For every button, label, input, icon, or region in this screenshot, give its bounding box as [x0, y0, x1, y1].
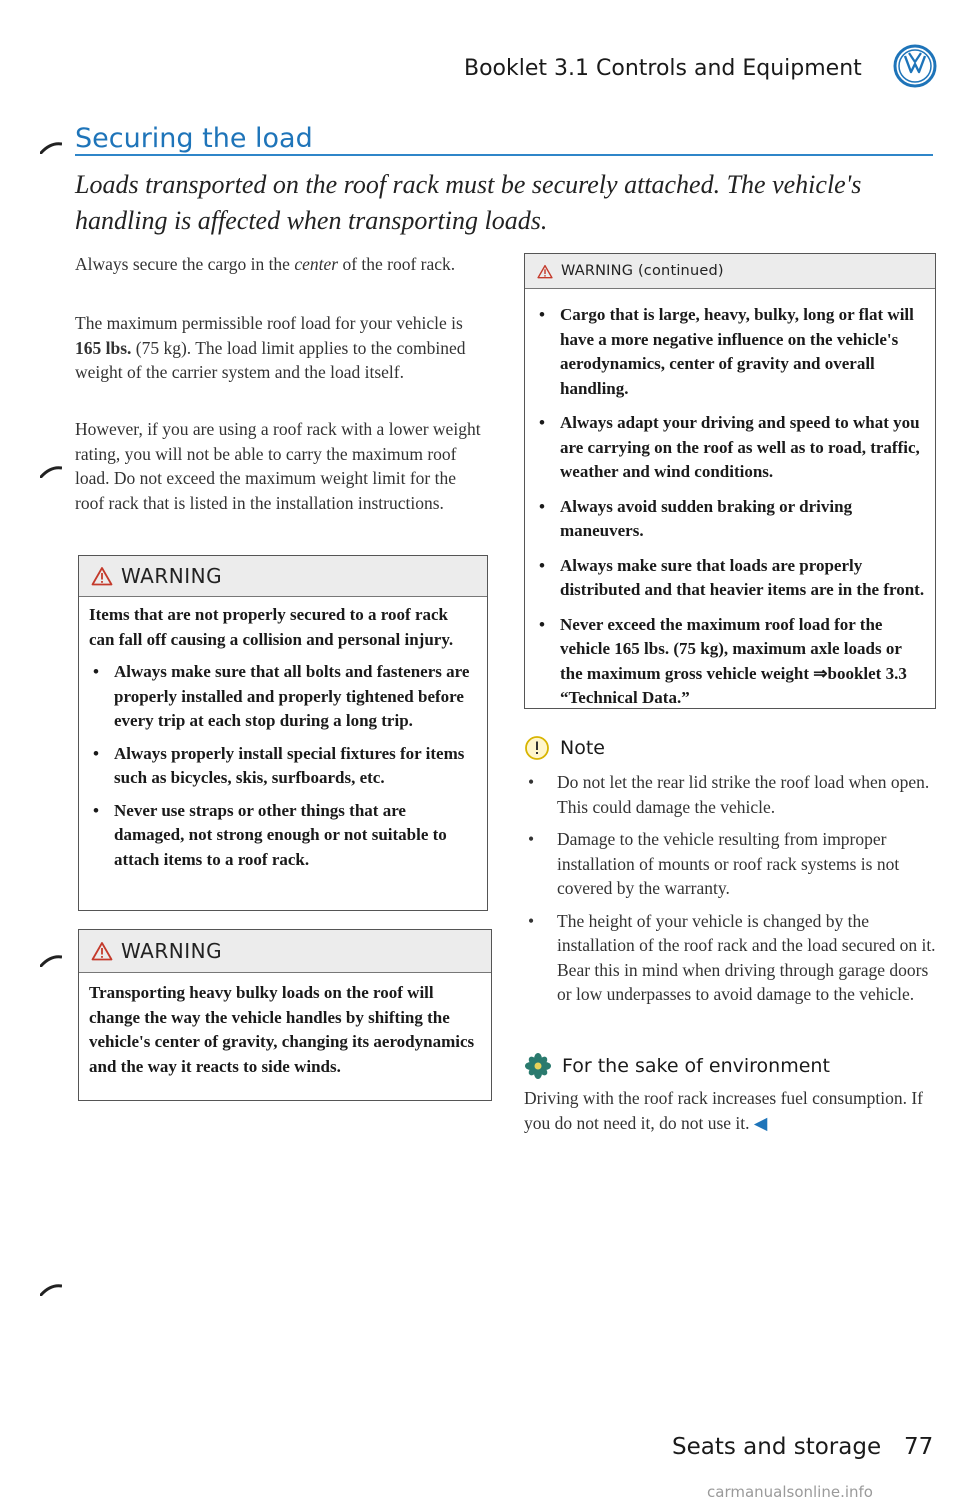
list-item: • Always make sure that all bolts and fasteners are properly installed and properly tightened before every trip at each stop during a long trip.	[89, 660, 477, 734]
environment-header	[524, 1052, 830, 1080]
bullet-text: Always avoid sudden braking or driving maneuvers.	[560, 496, 853, 540]
warning-triangle-icon	[537, 264, 553, 279]
p2-text-a: The maximum permissible roof load for your vehicle is	[75, 313, 463, 333]
bullet-text: Never use straps or other things that are damaged, not strong enough or not suitable to attach items to a roof rack.	[114, 800, 447, 869]
footer-section-name: Seats and storage	[672, 1434, 882, 1460]
p1-text-a: Always secure the cargo in the	[75, 254, 295, 274]
p2-weight: 165 lbs.	[75, 337, 132, 358]
p1-emphasis: center	[294, 254, 339, 274]
bullet-text: Always properly install special fixtures for items such as bicycles, skis, surfboards, etc.	[114, 743, 465, 787]
environment-body	[524, 1086, 936, 1135]
warning-label: WARNING (continued)	[561, 263, 724, 279]
list-item: • Never exceed the maximum roof load for the vehicle 165 lbs. (75 kg), maximum axle loads or the maximum gross vehicle weight ⇒booklet 3.3 “Technical Data.”	[535, 613, 925, 711]
warning-header	[79, 556, 487, 597]
note-label: Note	[560, 737, 605, 759]
paragraph-max-roof-load	[75, 311, 487, 385]
warning-box-continued	[524, 253, 936, 709]
end-marker-icon: ◀	[753, 1112, 768, 1133]
warning-triangle-icon	[91, 566, 113, 586]
list-item: • Never use straps or other things that are damaged, not strong enough or not suitable to attach items to a roof rack.	[89, 799, 477, 873]
warning-lead: Items that are not properly secured to a roof rack can fall off causing a collision and personal injury.	[89, 605, 454, 649]
page-number: 77	[904, 1434, 934, 1460]
note-header	[524, 735, 605, 761]
bullet-text: Always make sure that all bolts and fasteners are properly installed and properly tightened before every trip at each stop during a long trip.	[114, 662, 470, 730]
list-item: • Damage to the vehicle resulting from improper installation of mounts or roof rack systems is not covered by the warranty.	[524, 827, 936, 901]
p1-text-b: of the roof rack.	[338, 254, 456, 274]
environment-label: For the sake of environment	[562, 1055, 830, 1077]
list-item: • Cargo that is large, heavy, bulky, long or flat will have a more negative influence on the vehicle's aerodynamics, center of gravity and overall handling.	[535, 303, 925, 401]
vw-logo-icon	[893, 44, 937, 88]
margin-mark	[40, 955, 62, 967]
section-intro: Loads transported on the roof rack must be securely attached. The vehicle's handling is affected when transporting loads.	[75, 170, 862, 235]
note-body	[524, 770, 936, 1015]
note-exclamation-icon	[524, 735, 550, 761]
warning-text: Transporting heavy bulky loads on the roof will change the way the vehicle handles by shifting the vehicle's center of gravity, changing its aerodynamics and the way it reacts to side winds.	[89, 983, 475, 1076]
list-item: • Do not let the rear lid strike the roof load when open. This could damage the vehicle.	[524, 770, 936, 819]
list-item: • Always avoid sudden braking or driving maneuvers.	[535, 495, 925, 544]
margin-mark	[40, 1284, 62, 1296]
warning-header	[79, 930, 491, 973]
bullet-text: Do not let the rear lid strike the roof load when open. This could damage the vehicle.	[557, 772, 930, 817]
warning-triangle-icon	[91, 941, 113, 961]
list-item: • Always make sure that loads are properly distributed and that heavier items are in the front.	[535, 554, 925, 603]
p2-text-c: (75 kg). The load limit applies to the combined weight of the carrier system and the load itself.	[75, 337, 466, 382]
margin-mark	[40, 142, 62, 154]
bullet-text: Damage to the vehicle resulting from improper installation of mounts or roof rack systems is not covered by the warranty.	[557, 829, 900, 898]
environment-flower-icon	[524, 1052, 552, 1080]
bullet-text: Cargo that is large, heavy, bulky, long or flat will have a more negative influence on the vehicle's aerodynamics, center of gravity and overall handling.	[560, 305, 914, 398]
list-item: • Always properly install special fixtures for items such as bicycles, skis, surfboards, etc.	[89, 742, 477, 791]
list-item: • Always adapt your driving and speed to what you are carrying on the roof as well as to road, traffic, weather and wind conditions.	[535, 411, 925, 485]
warning-label: WARNING	[121, 564, 223, 588]
booklet-title: Booklet 3.1 Controls and Equipment	[464, 56, 862, 81]
warning-label: WARNING	[121, 939, 223, 963]
environment-text: Driving with the roof rack increases fuel consumption. If you do not need it, do not use it.	[524, 1088, 923, 1133]
section-rule	[75, 154, 933, 156]
bullet-text: Always adapt your driving and speed to what you are carrying on the roof as well as to road, traffic, weather and wind conditions.	[560, 413, 920, 481]
bullet-text: Always make sure that loads are properly distributed and that heavier items are in the front.	[560, 555, 925, 599]
p3-text: However, if you are using a roof rack with a lower weight rating, you will not be able to carry the maximum roof load. Do not exceed the maximum weight limit for the roof rack that is listed in the installation instructions.	[75, 419, 481, 513]
margin-mark	[40, 466, 62, 478]
warning-box-securing	[78, 555, 488, 911]
section-title: Securing the load	[75, 123, 313, 154]
warning-header	[525, 254, 935, 289]
bullet-text: The height of your vehicle is changed by the installation of the roof rack and the load secured on it. Bear this in mind when driving through garage doors or low underpasses to avoid damage to the vehicle.	[557, 910, 936, 1004]
paragraph-center-cargo	[75, 252, 487, 277]
warning-box-heavy-loads	[78, 929, 492, 1101]
paragraph-lower-weight-rating	[75, 417, 487, 515]
list-item: • The height of your vehicle is changed by the installation of the roof rack and the load secured on it. Bear this in mind when driving through garage doors or low underpasses to avoid damage to the vehicle.	[524, 909, 936, 1007]
bullet-text: Never exceed the maximum roof load for the vehicle 165 lbs. (75 kg), maximum axle loads or the maximum gross vehicle weight ⇒booklet 3.3 “Technical Data.”	[560, 614, 907, 707]
watermark: carmanualsonline.info	[707, 1483, 873, 1501]
